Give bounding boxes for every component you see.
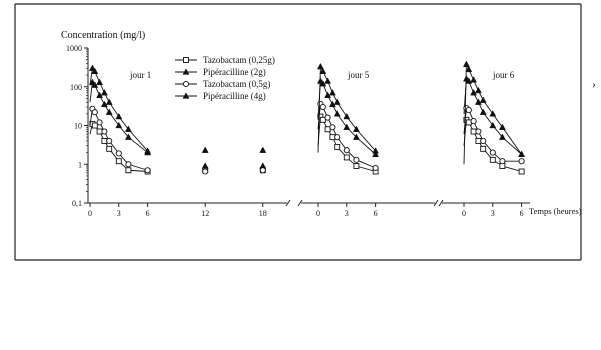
data-point [466,120,471,125]
data-point [476,129,481,134]
legend-marker [184,58,189,63]
legend-label: Tazobactam (0,5g) [203,79,271,89]
data-point [116,159,121,164]
data-point [92,110,97,115]
x-tick-label: 0 [88,209,92,218]
day-label: jour 6 [493,70,515,80]
trough-point [260,168,265,173]
trough-point [203,169,208,174]
data-point [471,118,476,123]
day-label: jour 5 [348,70,370,80]
data-point [126,168,131,173]
x-tick-label: 6 [373,209,378,218]
data-point [92,123,97,128]
data-point [519,159,524,164]
legend-label: Pipéracilline (4g) [203,91,266,101]
data-point [107,138,112,143]
data-point [335,144,340,149]
x-tick-label: 12 [201,209,210,218]
chevron-right-icon: › [592,77,596,91]
data-point [102,129,107,134]
x-tick-label: 0 [316,209,320,218]
x-tick-label: 18 [258,209,267,218]
data-point [490,157,495,162]
data-point [97,120,102,125]
x-tick-label: 3 [490,209,495,218]
page-background [1,1,600,349]
day-label: jour 1 [130,70,152,80]
data-point [335,135,340,140]
legend-label: Pipéracilline (2g) [203,67,266,77]
data-point [476,138,481,143]
y-tick-label: 1 [78,160,82,170]
data-point [330,125,335,130]
x-tick-label: 6 [519,209,524,218]
data-point [330,135,335,140]
data-point [344,155,349,160]
legend-label: Tazobactam (0,25g) [203,55,275,65]
data-point [145,168,150,173]
data-point [344,148,349,153]
data-point [481,146,486,151]
data-point [97,129,102,134]
data-point [116,151,121,156]
data-point [320,104,325,109]
data-point [320,117,325,122]
data-point [481,138,486,143]
y-axis-title: Concentration (mg/l) [61,30,146,41]
data-point [373,165,378,170]
data-point [354,157,359,162]
legend-marker [183,81,188,86]
data-point [519,169,524,174]
y-tick-label: 1000 [66,44,82,53]
x-tick-label: 6 [145,209,150,218]
x-tick-label: 3 [116,209,121,218]
data-point [107,146,112,151]
x-axis-title: Temps (heures) [529,206,582,216]
data-point [354,164,359,169]
data-point [490,150,495,155]
data-point [466,107,471,112]
x-tick-label: 3 [344,209,349,218]
data-point [325,115,330,120]
y-tick-label: 10 [74,121,82,131]
data-point [325,127,330,132]
data-point [126,162,131,167]
y-tick-label: 0,1 [72,199,82,208]
data-point [500,159,505,164]
x-tick-label: 0 [462,209,466,218]
y-tick-label: 100 [70,82,82,92]
data-point [500,164,505,169]
